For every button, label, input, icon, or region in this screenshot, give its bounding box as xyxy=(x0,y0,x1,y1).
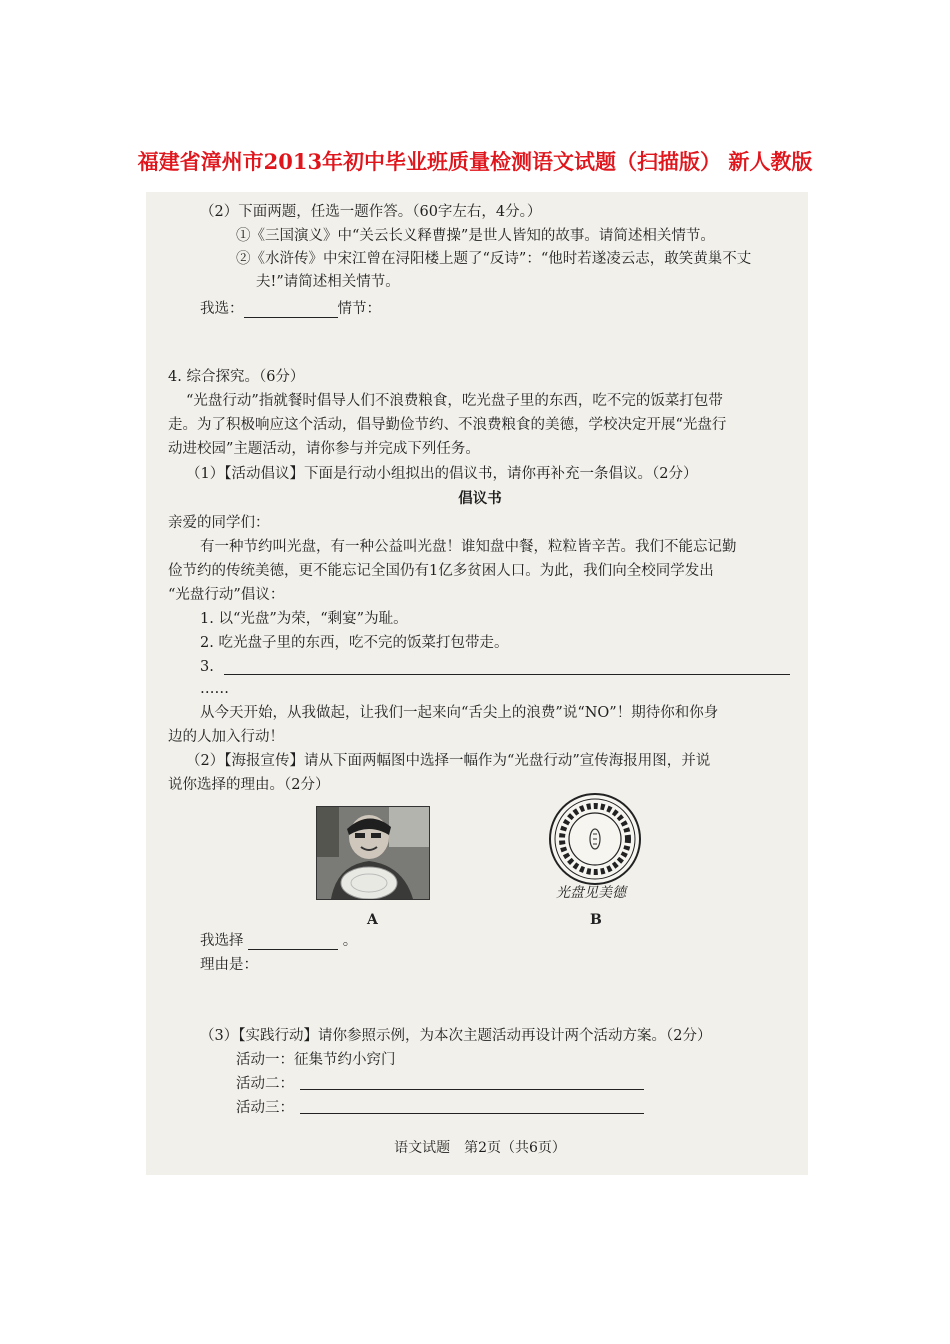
proposal-item-2: 2. 吃光盘子里的东西，吃不完的饭菜打包带走。 xyxy=(200,635,509,651)
activity-2-label: 活动二： xyxy=(236,1076,294,1092)
reason-label: 理由是： xyxy=(200,957,258,973)
proposal-body-line1: 有一种节约叫光盘，有一种公益叫光盘！谁知盘中餐，粒粒皆辛苦。我们不能忘记勤 xyxy=(200,539,737,555)
image-b-label: B xyxy=(590,912,602,928)
proposal-title: 倡议书 xyxy=(458,490,502,507)
proposal-item-3: 3. xyxy=(200,659,214,675)
q3-2-option-2-line2: 夫!”请简述相关情节。 xyxy=(256,274,400,290)
image-a-label: A xyxy=(367,912,378,928)
proposal-item-1: 1. 以“光盘”为荣，“剩宴”为耻。 xyxy=(200,611,408,627)
proposal-closing-line2: 边的人加入行动！ xyxy=(168,729,284,745)
q3-2-option-2-line1: ②《水浒传》中宋江曾在浔阳楼上题了“反诗”：“他时若遂凌云志，敢笑黄巢不丈 xyxy=(236,251,752,267)
q4-para-line1: “光盘行动”指就餐时倡导人们不浪费粮食，吃光盘子里的东西，吃不完的饭菜打包带 xyxy=(186,393,723,409)
q4-sub2-line1: （2）【海报宣传】请从下面两幅图中选择一幅作为“光盘行动”宣传海报用图，并说 xyxy=(186,753,711,769)
proposal-closing-line1: 从今天开始，从我做起，让我们一起来向“舌尖上的浪费”说“NO”！期待你和你身 xyxy=(200,705,719,721)
q4-sub3: （3）【实践行动】请你参照示例，为本次主题活动再设计两个活动方案。（2分） xyxy=(200,1028,712,1044)
q3-2-intro: （2）下面两题，任选一题作答。（60字左右，4分。） xyxy=(200,204,542,220)
q4-sub1: （1）【活动倡议】下面是行动小组拟出的倡议书，请你再补充一条倡议。（2分） xyxy=(186,466,698,482)
document-title: 福建省漳州市2013年初中毕业班质量检测语文试题（扫描版） 新人教版 xyxy=(137,149,813,174)
q4-para-line2: 走。为了积极响应这个活动，倡导勤俭节约、不浪费粮食的美德，学校决定开展“光盘行 xyxy=(168,417,727,433)
person-with-plate-photo xyxy=(317,807,429,899)
proposal-ellipsis: …… xyxy=(200,681,229,697)
poster-image-a xyxy=(316,806,430,900)
choose-row xyxy=(200,932,357,950)
activity-1: 活动一：征集节约小窍门 xyxy=(236,1052,396,1068)
q3-2-choice-row xyxy=(200,300,381,318)
plate-caption: 光盘见美德 xyxy=(556,885,626,901)
activity-3-blank[interactable] xyxy=(300,1113,644,1114)
choice-label: 我选： xyxy=(200,301,244,317)
activity-2-blank[interactable] xyxy=(300,1089,644,1090)
page-footer: 语文试题 第2页（共6页） xyxy=(394,1140,566,1156)
choose-label: 我选择 xyxy=(200,933,244,949)
q3-2-option-1: ①《三国演义》中“关云长义释曹操”是世人皆知的故事。请简述相关情节。 xyxy=(236,228,715,244)
proposal-body-line2: 俭节约的传统美德，更不能忘记全国仍有1亿多贫困人口。为此，我们向全校同学发出 xyxy=(168,563,714,579)
proposal-body-line3: “光盘行动”倡议： xyxy=(168,587,285,603)
proposal-item-3-blank[interactable] xyxy=(224,674,790,675)
poster-image-b xyxy=(548,792,642,886)
q4-heading: 4. 综合探究。（6分） xyxy=(168,369,305,385)
proposal-greeting: 亲爱的同学们： xyxy=(168,515,270,531)
plot-label: 情节： xyxy=(337,301,381,317)
q4-sub2-line2: 说你选择的理由。（2分） xyxy=(168,777,330,793)
activity-3-label: 活动三： xyxy=(236,1100,294,1116)
choice-blank[interactable] xyxy=(244,303,338,318)
choose-blank[interactable] xyxy=(248,935,338,950)
choose-end: 。 xyxy=(342,933,358,949)
decorative-plate-icon xyxy=(548,792,642,886)
q4-para-line3: 动进校园”主题活动，请你参与并完成下列任务。 xyxy=(168,441,480,457)
